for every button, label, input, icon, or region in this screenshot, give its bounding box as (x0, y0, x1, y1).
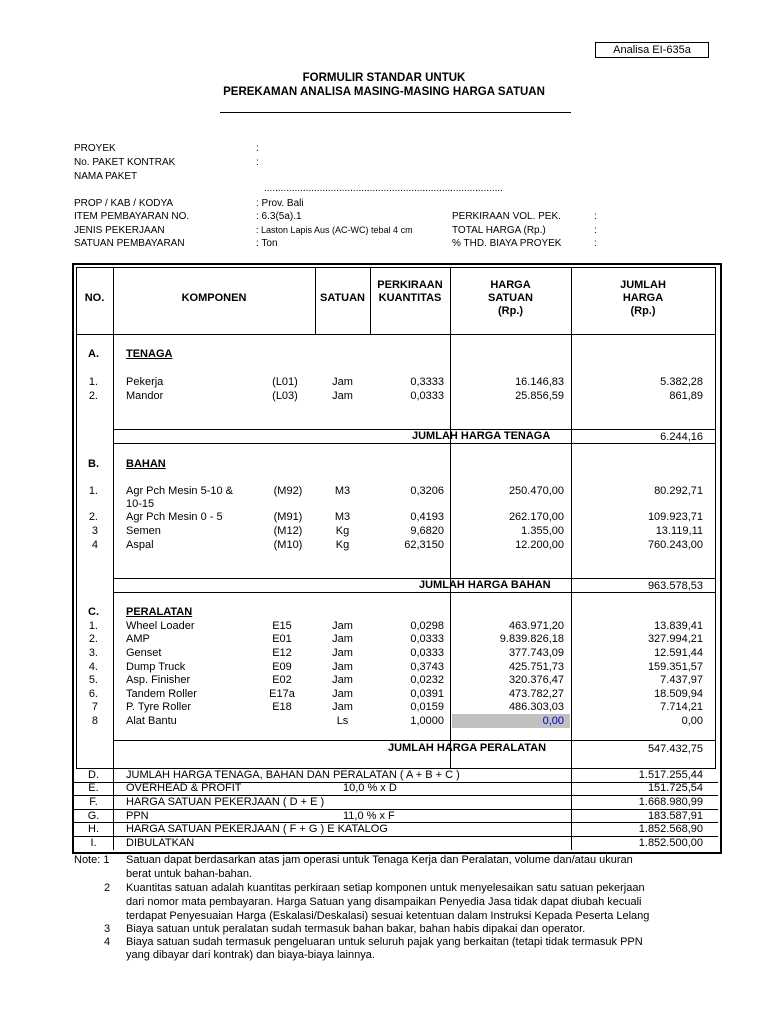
component-name: Tandem Roller (126, 688, 197, 700)
form-title-line2: PEREKAMAN ANALISA MASING-MASING HARGA SATUAN (223, 86, 545, 98)
component-name: Asp. Finisher (126, 674, 191, 686)
summary-label: HARGA SATUAN PEKERJAAN ( D + E ) (126, 796, 325, 808)
row-number: 1. (88, 485, 98, 497)
total-price-cell: 5.382,28 (660, 376, 703, 388)
summary-label: JUMLAH HARGA TENAGA, BAHAN DAN PERALATAN ( A + B + C ) (126, 769, 460, 781)
bahan-subtotal-bottom (113, 592, 716, 593)
note-2c: terdapat Penyesuaian Harga (Eskalasi/Deskalasi) sesuai ketentuan dalam Instruksi Kepada Peserta Lelang (126, 910, 650, 922)
component-code: (M10) (273, 539, 303, 551)
unit-price-cell: 425.751,73 (508, 661, 564, 673)
summary-value: 151.725,54 (647, 782, 703, 794)
quantity-cell: 0,0333 (410, 390, 444, 402)
peralatan-subtotal-value: 547.432,75 (647, 743, 703, 755)
header-no: NO. (84, 292, 105, 304)
quantity-cell: 0,0232 (410, 674, 444, 686)
unit-price-cell: 463.971,20 (508, 620, 564, 632)
inner-right-border (715, 267, 716, 768)
component-code: E02 (272, 674, 292, 686)
component-code: E12 (272, 647, 292, 659)
component-code: (M91) (273, 511, 303, 523)
header-komponen: KOMPONEN (181, 292, 247, 304)
unit-cell: Jam (332, 661, 353, 673)
unit-cell: Jam (332, 620, 353, 632)
nama-paket-dots: ...................................................................................... (264, 183, 503, 194)
component-code: E18 (272, 701, 292, 713)
unit-price-cell: 12.200,00 (515, 539, 564, 551)
section-title-tenaga: TENAGA (126, 348, 173, 360)
unit-cell: M3 (334, 485, 351, 497)
unit-price-cell: 250.470,00 (508, 485, 564, 497)
component-name: Semen (126, 525, 161, 537)
note-1b: berat untuk bahan-bahan. (126, 868, 252, 880)
unit-cell: Jam (332, 647, 353, 659)
total-price-cell: 0,00 (681, 715, 703, 727)
unit-cell: Jam (332, 390, 353, 402)
row-number: 3 (91, 525, 98, 537)
prop-label: PROP / KAB / KODYA (74, 198, 174, 209)
quantity-cell: 0,0391 (410, 688, 444, 700)
row-number: 2. (88, 390, 98, 402)
row-number: 6. (88, 688, 98, 700)
component-code: E17a (269, 688, 295, 700)
component-name: Pekerja (126, 376, 164, 388)
note-1a: Satuan dapat berdasarkan atas jam operasi untuk Tenaga Kerja dan Peralatan, volume dan/atau ukuran (126, 854, 633, 866)
component-code: (L03) (272, 390, 298, 402)
summary-label: DIBULATKAN (126, 837, 195, 849)
section-letter-c: C. (88, 606, 99, 618)
paket-value: : (256, 157, 259, 168)
peralatan-subtotal-top (113, 740, 716, 741)
quantity-cell: 1,0000 (410, 715, 444, 727)
quantity-cell: 0,3333 (410, 376, 444, 388)
unit-cell: Jam (332, 674, 353, 686)
persen-label: % THD. BIAYA PROYEK (452, 238, 562, 249)
satuan-value: : Ton (256, 238, 278, 249)
unit-cell: M3 (334, 511, 351, 523)
tenaga-subtotal-bottom (113, 443, 716, 444)
quantity-cell: 0,3743 (410, 661, 444, 673)
form-title-line1: FORMULIR STANDAR UNTUK (302, 72, 466, 84)
summary-letter: G. (87, 810, 100, 822)
quantity-cell: 0,4193 (410, 511, 444, 523)
tenaga-subtotal-value: 6.244,16 (660, 431, 703, 443)
summary-letter: E. (88, 782, 99, 794)
unit-price-cell: 25.856,59 (515, 390, 564, 402)
note-2b: dari nomor mata pembayaran. Harga Satuan yang disampaikan Penyedia Jasa tidak dapat diubah kecuali (126, 896, 642, 908)
note-4a: Biaya satuan sudah termasuk pengeluaran untuk seluruh pajak yang berkaitan (tetapi tidak termasuk PPN (126, 936, 643, 948)
note-2-number: 2 (104, 882, 111, 894)
unit-price-cell: 486.303,03 (508, 701, 564, 713)
summary-value: 1.852.500,00 (638, 837, 703, 849)
persen-value: : (594, 238, 597, 249)
note-3-number: 3 (104, 923, 111, 935)
note-4-number: 4 (104, 936, 111, 948)
total-price-cell: 861,89 (669, 390, 703, 402)
header-jumlah-harga: JUMLAH HARGA (Rp.) (620, 279, 666, 317)
peralatan-subtotal-label: JUMLAH HARGA PERALATAN (388, 742, 547, 754)
total-price-cell: 12.591,44 (654, 647, 703, 659)
note-3: Biaya satuan untuk peralatan sudah termasuk bahan bakar, bahan habis dipakai dan operator. (126, 923, 586, 935)
summary-letter: F. (89, 796, 98, 808)
component-name: P. Tyre Roller (126, 701, 192, 713)
quantity-cell: 0,0159 (410, 701, 444, 713)
total-price-cell: 109.923,71 (647, 511, 703, 523)
quantity-cell: 0,0298 (410, 620, 444, 632)
row-number: 2. (88, 511, 98, 523)
jenis-value: : Laston Lapis Aus (AC-WC) tebal 4 cm (256, 225, 413, 235)
summary-value: 183.587,91 (647, 810, 703, 822)
section-title-peralatan: PERALATAN (126, 606, 193, 618)
row-number: 5. (88, 674, 98, 686)
component-name: Alat Bantu (126, 715, 177, 727)
row-number: 1. (88, 620, 98, 632)
component-code: E09 (272, 661, 292, 673)
section-letter-b: B. (88, 458, 99, 470)
summary-label: OVERHEAD & PROFIT (126, 782, 242, 794)
item-label: ITEM PEMBAYARAN NO. (74, 211, 190, 222)
proyek-value: : (256, 143, 259, 154)
unit-price-cell: 0,00 (542, 715, 564, 727)
row-number: 4. (88, 661, 98, 673)
row-number: 7 (91, 701, 98, 713)
satuan-label: SATUAN PEMBAYARAN (74, 238, 185, 249)
summary-value: 1.517.255,44 (638, 769, 703, 781)
component-name-cont: 10-15 (126, 498, 155, 510)
unit-price-cell: 262.170,00 (508, 511, 564, 523)
header-harga-satuan: HARGA SATUAN (Rp.) (487, 279, 533, 317)
summary-multiplier: 10,0 % x D (343, 782, 397, 794)
unit-cell: Jam (332, 701, 353, 713)
header-satuan: SATUAN (319, 292, 365, 304)
component-name: Wheel Loader (126, 620, 195, 632)
total-value: : (594, 225, 597, 236)
unit-cell: Kg (335, 539, 350, 551)
summary-multiplier: 11,0 % x F (343, 810, 395, 822)
component-code: E01 (272, 633, 292, 645)
bahan-subtotal-label: JUMLAH HARGA BAHAN (419, 579, 551, 591)
component-code: (M12) (273, 525, 303, 537)
prop-value: : Prov. Bali (256, 198, 304, 209)
unit-price-cell: 9.839.826,18 (499, 633, 564, 645)
summary-value: 1.852.568,90 (638, 823, 703, 835)
unit-price-cell: 473.782,27 (508, 688, 564, 700)
unit-cell: Ls (336, 715, 349, 727)
component-code: E15 (272, 620, 292, 632)
section-letter-a: A. (88, 348, 99, 360)
component-code: (L01) (272, 376, 298, 388)
total-price-cell: 760.243,00 (647, 539, 703, 551)
unit-price-cell: 377.743,09 (508, 647, 564, 659)
component-name: Agr Pch Mesin 5-10 & (126, 485, 233, 497)
summary-letter: D. (88, 769, 99, 781)
row-number: 2. (88, 633, 98, 645)
component-name: Dump Truck (126, 661, 186, 673)
row-number: 4 (91, 539, 98, 551)
quantity-cell: 0,0333 (410, 633, 444, 645)
analysis-reference: Analisa EI-635a (595, 42, 709, 58)
unit-price-cell: 320.376,47 (508, 674, 564, 686)
bahan-subtotal-value: 963.578,53 (647, 580, 703, 592)
summary-letter: I. (90, 837, 97, 849)
unit-cell: Jam (332, 376, 353, 388)
jenis-label: JENIS PEKERJAAN (74, 225, 165, 236)
item-value: : 6.3(5a).1 (256, 211, 302, 222)
bahan-subtotal-top (113, 578, 716, 579)
nama-paket-label: NAMA PAKET (74, 171, 138, 182)
total-price-cell: 18.509,94 (654, 688, 703, 700)
summary-label: PPN (126, 810, 149, 822)
total-price-cell: 80.292,71 (654, 485, 703, 497)
summary-label: HARGA SATUAN PEKERJAAN ( F + G ) E KATALOG (126, 823, 388, 835)
component-name: Aspal (126, 539, 154, 551)
component-name: AMP (126, 633, 150, 645)
total-price-cell: 7.437,97 (660, 674, 703, 686)
inner-top-border (76, 267, 716, 268)
row-number: 8 (91, 715, 98, 727)
section-title-bahan: BAHAN (126, 458, 166, 470)
title-divider (220, 112, 571, 113)
unit-cell: Kg (335, 525, 350, 537)
component-name: Mandor (126, 390, 164, 402)
total-price-cell: 159.351,57 (647, 661, 703, 673)
header-kuantitas: PERKIRAAN KUANTITAS (377, 279, 443, 304)
col-divider-no (113, 267, 114, 850)
unit-price-cell: 16.146,83 (515, 376, 564, 388)
component-code: (M92) (273, 485, 303, 497)
summary-value: 1.668.980,99 (638, 796, 703, 808)
quantity-cell: 9,6820 (410, 525, 444, 537)
unit-cell: Jam (332, 688, 353, 700)
total-price-cell: 13.119,11 (655, 525, 703, 537)
note-2a: Kuantitas satuan adalah kuantitas perkiraan setiap komponen untuk menyelesaikan satu satuan pekerjaan (126, 882, 645, 894)
quantity-cell: 0,3206 (410, 485, 444, 497)
tenaga-subtotal-label: JUMLAH HARGA TENAGA (412, 430, 551, 442)
total-label: TOTAL HARGA (Rp.) (452, 225, 546, 236)
proyek-label: PROYEK (74, 143, 116, 154)
row-number: 1. (88, 376, 98, 388)
quantity-cell: 62,3150 (404, 539, 444, 551)
note-4b: yang dibayar dari kontrak) dan biaya-biaya lainnya. (126, 949, 375, 961)
paket-label: No. PAKET KONTRAK (74, 157, 176, 168)
vol-value: : (594, 211, 597, 222)
component-name: Agr Pch Mesin 0 - 5 (126, 511, 223, 523)
vol-label: PERKIRAAN VOL. PEK. (452, 211, 561, 222)
row-number: 3. (88, 647, 98, 659)
total-price-cell: 327.994,21 (647, 633, 703, 645)
unit-price-cell: 1.355,00 (521, 525, 564, 537)
quantity-cell: 0,0333 (410, 647, 444, 659)
summary-letter: H. (88, 823, 99, 835)
note-prefix: Note: 1 (74, 854, 110, 866)
header-bottom-line (76, 334, 716, 335)
total-price-cell: 13.839,41 (654, 620, 703, 632)
unit-cell: Jam (332, 633, 353, 645)
total-price-cell: 7.714,21 (660, 701, 703, 713)
component-name: Genset (126, 647, 162, 659)
